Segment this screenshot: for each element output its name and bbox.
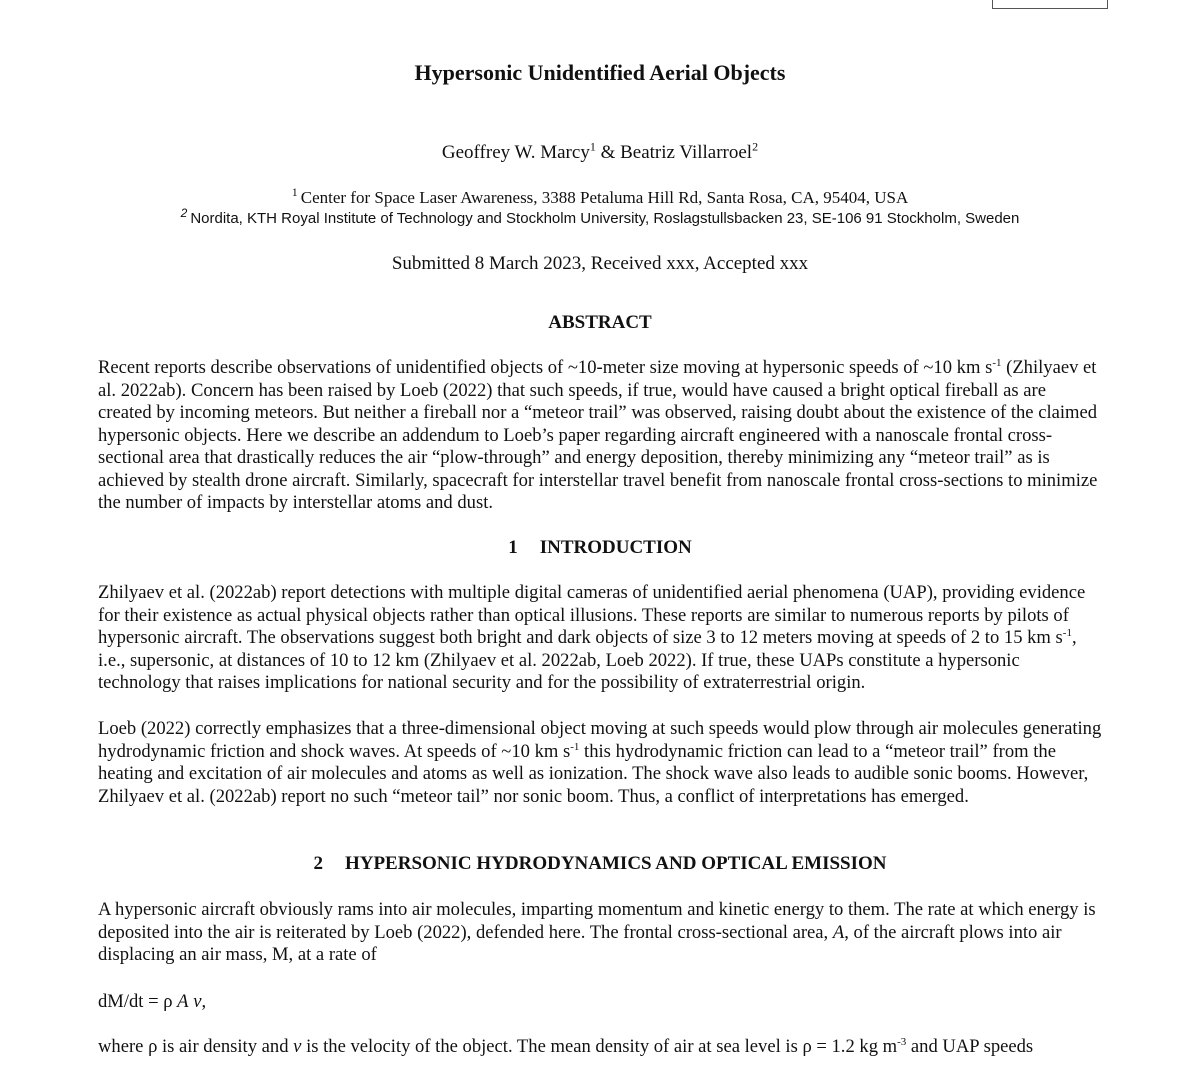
affiliation-1: [0, 185, 1200, 208]
abstract-heading: ABSTRACT: [548, 312, 652, 333]
equation-text: ,: [201, 991, 207, 1012]
section-number: 1: [508, 537, 518, 558]
paragraph-text: , of the aircraft plows into air displacing an air mass, M, at a rate of: [98, 921, 1062, 965]
variable-v: v: [193, 991, 202, 1012]
author-name: Geoffrey W. Marcy: [441, 142, 590, 163]
abstract-text-part: Recent reports describe observations of unidentified objects of ~10-meter size moving at hypersonic speeds of ~10 km s: [98, 357, 993, 378]
abstract-text-part: (Zhilyaev et al. 2022ab). Concern has been raised by Loeb (2022) that such speeds, if true, would have caused a bright optical fireball as are created by incoming meteors. But neither a fireball nor a “meteor trail” was observed, raising doubt about the existence of the claimed hypersonic objects. Here we describe an addendum to Loeb’s paper regarding aircraft engineered with a nanoscale frontal cross-sectional area that drastically reduces the air “plow-through” and energy deposition, thereby minimizing any “meteor trail” as is achieved by stealth drone aircraft. Similarly, spacecraft for interstellar travel benefit from nanoscale frontal cross-sections to minimize the number of impacts by interstellar atoms and dust.: [98, 357, 1098, 513]
variable-A: A: [832, 921, 845, 943]
header-box: [992, 0, 1108, 9]
section-title: INTRODUCTION: [539, 537, 692, 558]
paragraph-text: where ρ is air density and: [98, 1036, 294, 1057]
affiliation-2: [0, 206, 1200, 227]
affiliation-text: Nordita, KTH Royal Institute of Technology and Stockholm University, Roslagstullsbacken 23, SE-106 91 Stockholm, Sweden: [190, 210, 1020, 227]
author-name: Beatriz Villarroel: [620, 142, 753, 163]
author-affiliation-mark: 1: [589, 139, 596, 154]
intro-paragraph-2: [98, 718, 1102, 808]
section-1-heading: [0, 537, 1200, 559]
unit-exponent: -3: [897, 1035, 907, 1048]
section-2-paragraph-1: [98, 899, 1102, 967]
section-title: HYPERSONIC HYDRODYNAMICS AND OPTICAL EMISSION: [344, 853, 887, 874]
unit-exponent: -1: [570, 740, 580, 753]
submission-dates: Submitted 8 March 2023, Received xxx, Accepted xxx: [391, 253, 809, 274]
paragraph-text: Loeb (2022) correctly emphasizes that a three-dimensional object moving at such speeds would plow through air molecules generating hydrodynamic friction and shock waves. At speeds of ~10 km s: [98, 718, 1102, 762]
equation-text: dM/dt = ρ: [98, 991, 178, 1012]
section-2-paragraph-2: [98, 1036, 1102, 1059]
paragraph-text: A hypersonic aircraft obviously rams into air molecules, imparting momentum and kinetic energy to them. The rate at which energy is deposited into the air is reiterated by Loeb (2022), defended here. The frontal cross-sectional area,: [98, 899, 1096, 943]
paragraph-text: and UAP speeds: [906, 1036, 1034, 1057]
author-affiliation-mark: 2: [752, 139, 759, 154]
paragraph-text: this hydrodynamic friction can lead to a “meteor trail” from the heating and excitation of air molecules and atoms as well as ionization. The shock wave also leads to audible sonic booms. However, Zhilyaev et al. (2022ab) report no such “meteor tail” nor sonic boom. Thus, a conflict of interpretations has emerged.: [98, 740, 1089, 807]
equation-mass-rate: [98, 991, 206, 1013]
paper-title: Hypersonic Unidentified Aerial Objects: [414, 60, 786, 85]
paragraph-text: , i.e., supersonic, at distances of 10 to 12 km (Zhilyaev et al. 2022ab, Loeb 2022). If true, these UAPs constitute a hypersonic technology that raises implications for national security and for the possibility of extraterrestrial origin.: [98, 627, 1077, 693]
unit-exponent: -1: [1062, 626, 1072, 639]
intro-paragraph-1: [98, 582, 1102, 695]
paragraph-text: is the velocity of the object. The mean density of air at sea level is ρ = 1.2 kg m: [301, 1036, 898, 1057]
section-number: 2: [313, 853, 323, 874]
abstract-text: [98, 357, 1102, 515]
variable-A: A: [177, 991, 189, 1012]
section-2-heading: [0, 853, 1200, 875]
paragraph-text: Zhilyaev et al. (2022ab) report detections with multiple digital cameras of unidentified aerial phenomena (UAP), providing evidence for their existence as actual physical objects rather than optical illusions. These reports are similar to numerous reports by pilots of hypersonic aircraft. The observations suggest both bright and dark objects of size 3 to 12 meters moving at speeds of 2 to 15 km s: [98, 582, 1086, 648]
author-separator: &: [595, 142, 621, 163]
affiliation-mark: 1: [291, 185, 298, 200]
unit-exponent: -1: [992, 356, 1002, 369]
affiliation-mark: 2: [180, 206, 188, 220]
affiliation-text: Center for Space Laser Awareness, 3388 Petaluma Hill Rd, Santa Rosa, CA, 95404, USA: [300, 188, 909, 207]
author-line: [0, 139, 1200, 164]
variable-v: v: [293, 1036, 302, 1057]
